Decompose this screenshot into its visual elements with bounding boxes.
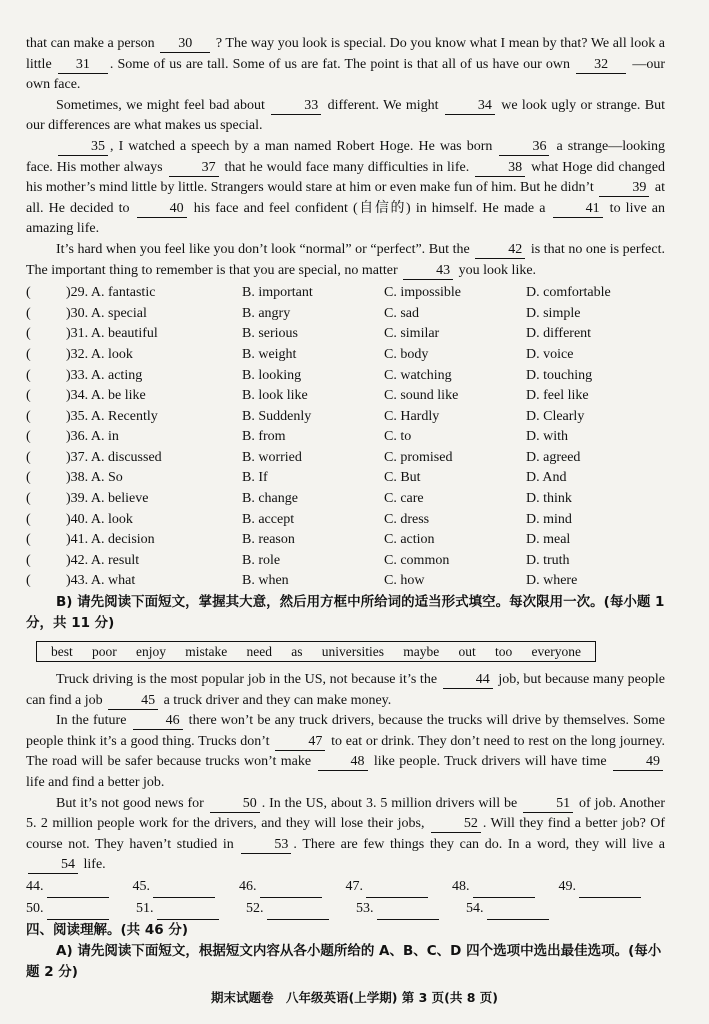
word-bank-item: maybe [403, 644, 440, 660]
option-c[interactable]: C. promised [384, 449, 453, 465]
option-c[interactable]: C. similar [384, 326, 440, 342]
option-c[interactable]: C. impossible [384, 285, 462, 301]
answer-label: 47. [345, 878, 363, 894]
option-a[interactable]: )32. A. look [66, 346, 133, 362]
option-row-37 [26, 448, 665, 469]
passage-a-paragraph-1 [26, 34, 665, 96]
blank-36[interactable]: 36 [499, 139, 549, 156]
option-c[interactable]: C. how [384, 573, 425, 589]
blank-42[interactable]: 42 [475, 242, 525, 259]
text-run: life and find a better job. [26, 775, 165, 790]
passage-a-paragraph-3 [26, 137, 665, 240]
text-run: life. [80, 857, 106, 873]
option-b[interactable]: B. change [242, 491, 298, 507]
text-run: is that no one is perfect. The important thing to remember is that you are special, no matter [26, 241, 665, 278]
option-a[interactable]: )31. A. beautiful [66, 326, 158, 342]
blank-45[interactable]: 45 [108, 693, 158, 710]
option-d[interactable]: D. mind [526, 511, 572, 527]
option-b[interactable]: B. from [242, 429, 286, 445]
text-run: But it’s not good news for [56, 795, 208, 811]
option-d[interactable]: D. simple [526, 305, 581, 321]
option-row-32 [26, 345, 665, 366]
option-row-35 [26, 407, 665, 428]
option-b[interactable]: B. looking [242, 367, 302, 383]
text-run: Truck driving is the most popular job in the US, not because it’s the [56, 672, 441, 688]
option-a[interactable]: )39. A. believe [66, 491, 149, 507]
blank-32[interactable]: 32 [576, 57, 626, 74]
answer-paren[interactable]: ( [26, 511, 31, 527]
text-run: . Will they find a better job? Of course not. They haven’t studied in [26, 816, 666, 852]
answer-lines-row-2 [26, 898, 665, 920]
text-run: a truck driver and they can make money. [160, 692, 392, 708]
option-b[interactable]: B. reason [242, 532, 295, 548]
option-d[interactable]: D. different [526, 326, 592, 342]
passage-a-paragraph-2 [26, 96, 665, 137]
blank-31[interactable]: 31 [58, 57, 108, 74]
option-b[interactable]: B. serious [242, 326, 298, 342]
answer-label: 44. [26, 878, 44, 894]
option-d[interactable]: D. agreed [526, 449, 581, 465]
word-bank-item: universities [321, 644, 384, 660]
section-4a-instruction: A) 请先阅读下面短文，根据短文内容从各小题所给的 A、B、C、D 四个选项中选出最佳选项。(每小题 2 分) [26, 942, 662, 980]
text-run: . Some of us are tall. Some of us are fat. The point is that all of us have our own [109, 56, 575, 72]
answer-line[interactable] [267, 905, 329, 920]
option-c[interactable]: C. watching [384, 367, 452, 383]
answer-slot-47[interactable] [346, 876, 453, 898]
word-bank-item: best [51, 644, 73, 660]
answer-label: 53. [356, 900, 374, 916]
option-a[interactable]: )38. A. So [66, 470, 123, 486]
section-4-heading: 四、阅读理解。(共 46 分) [26, 921, 189, 938]
option-b[interactable]: B. when [242, 573, 289, 589]
passage-a-paragraph-4 [26, 240, 665, 281]
answer-slot-45[interactable] [133, 876, 240, 898]
option-row-42 [26, 551, 665, 572]
answer-line[interactable] [487, 905, 549, 920]
answer-slot-53[interactable] [356, 898, 466, 920]
answer-paren[interactable]: ( [26, 573, 31, 589]
passage-b-paragraph-3 [26, 794, 665, 876]
text-run: to eat or drink. They don’t need to rest on the long journey. The road will be safer because trucks won’t make [26, 733, 665, 770]
option-c[interactable]: C. Hardly [384, 408, 440, 424]
option-row-38 [26, 468, 665, 489]
option-a[interactable]: )41. A. decision [66, 532, 155, 548]
text-run: It’s hard when you feel like you don’t look “normal” or “perfect”. But the [56, 241, 474, 257]
option-d[interactable]: D. touching [526, 367, 593, 383]
answer-line[interactable] [157, 905, 219, 920]
passage-b-paragraph-2 [26, 711, 665, 793]
word-bank-item: everyone [531, 644, 581, 660]
answer-slot-50[interactable] [26, 898, 136, 920]
answer-line[interactable] [579, 883, 641, 898]
text-run: that can make a person [26, 36, 159, 51]
option-b[interactable]: B. worried [242, 449, 302, 465]
options-table [26, 283, 665, 592]
answer-paren[interactable]: ( [26, 408, 31, 424]
text-run: you look like. [455, 262, 537, 278]
word-bank-item: enjoy [136, 644, 166, 660]
option-a[interactable]: )42. A. result [66, 552, 140, 568]
text-run: . There are few things they can do. In a word, they will live a [293, 836, 666, 852]
blank-54[interactable]: 54 [28, 857, 78, 874]
answer-label: 51. [136, 900, 154, 916]
option-c[interactable]: C. care [384, 491, 424, 507]
answer-label: 52. [246, 900, 264, 916]
option-a[interactable]: )30. A. special [66, 305, 147, 321]
word-bank-item: poor [92, 644, 117, 660]
option-a[interactable]: )37. A. discussed [66, 449, 162, 465]
page-footer: 期末试题卷 八年级英语(上学期) 第 3 页(共 8 页) [210, 990, 498, 1005]
option-row-30 [26, 304, 665, 325]
answer-label: 54. [466, 900, 484, 916]
section-b-instruction: B) 请先阅读下面短文，掌握其大意，然后用方框中所给词的适当形式填空。每次限用一次。(每小题 1 分，共 11 分) [26, 594, 665, 632]
option-a[interactable]: )29. A. fantastic [66, 285, 156, 301]
option-c[interactable]: C. sound like [384, 388, 459, 404]
option-d[interactable]: D. meal [526, 532, 571, 548]
option-d[interactable]: D. Clearly [526, 408, 585, 424]
answer-line[interactable] [153, 883, 215, 898]
option-a[interactable]: )40. A. look [66, 511, 133, 527]
answer-paren[interactable]: ( [26, 367, 31, 383]
text-run: there won’t be any truck drivers, because the trucks will drive by themselves. Some people think it’s a good thing. Trucks don’t [26, 713, 665, 749]
answer-slot-49[interactable] [559, 876, 666, 898]
text-run: job, but because many people can find a job [26, 672, 665, 708]
blank-39[interactable]: 39 [599, 180, 649, 197]
text-run: to live an amazing life. [26, 200, 665, 237]
text-run: that he would face many difficulties in life. [220, 159, 474, 175]
blank-53[interactable]: 53 [241, 837, 291, 854]
answer-paren[interactable]: ( [26, 326, 31, 342]
word-bank-box [36, 641, 596, 662]
blank-44[interactable]: 44 [443, 672, 493, 689]
blank-48[interactable]: 48 [318, 754, 368, 771]
answer-label: 48. [452, 878, 470, 894]
word-bank-item: too [495, 644, 513, 660]
word-bank-item: out [458, 644, 476, 660]
option-c[interactable]: C. action [384, 532, 435, 548]
text-run: of job. Another 5. 2 million people work for the drivers, and they will lose their jobs, [26, 795, 665, 832]
option-d[interactable]: D. with [526, 429, 568, 445]
answer-lines-row-1 [26, 876, 665, 898]
blank-30[interactable]: 30 [160, 36, 210, 53]
option-row-40 [26, 510, 665, 531]
answer-line[interactable] [47, 905, 109, 920]
blank-51[interactable]: 51 [523, 796, 573, 813]
option-row-29 [26, 283, 665, 304]
option-d[interactable]: D. And [526, 470, 567, 486]
answer-label: 49. [558, 878, 576, 894]
answer-paren[interactable]: ( [26, 346, 31, 362]
option-d[interactable]: D. comfortable [526, 285, 611, 301]
blank-50[interactable]: 50 [210, 796, 260, 813]
answer-line[interactable] [366, 883, 428, 898]
answer-paren[interactable]: ( [26, 470, 31, 486]
answer-slot-52[interactable] [246, 898, 356, 920]
text-run: a strange—looking face. His mother always [26, 138, 666, 175]
option-row-39 [26, 489, 665, 510]
answer-paren[interactable]: ( [26, 552, 31, 568]
answer-slot-51[interactable] [136, 898, 246, 920]
option-row-33 [26, 366, 665, 387]
option-a[interactable]: )43. A. what [66, 573, 136, 589]
option-d[interactable]: D. voice [526, 346, 574, 362]
answer-label: 50. [26, 900, 44, 916]
blank-41[interactable]: 41 [553, 201, 603, 218]
text-run: what Hoge did changed his mother’s mind little by little. Strangers would stare at him or even make fun of him. But he didn’t [26, 159, 665, 196]
answer-paren[interactable]: ( [26, 532, 31, 548]
option-row-31 [26, 324, 665, 345]
option-c[interactable]: C. to [384, 429, 412, 445]
word-bank-item: as [291, 644, 303, 660]
answer-paren[interactable]: ( [26, 429, 31, 445]
answer-paren[interactable]: ( [26, 388, 31, 404]
answer-slot-54[interactable] [466, 898, 576, 920]
option-d[interactable]: D. where [526, 573, 578, 589]
option-a[interactable]: )35. A. Recently [66, 408, 158, 424]
option-c[interactable]: C. body [384, 346, 429, 362]
option-d[interactable]: D. feel like [526, 388, 589, 404]
option-row-41 [26, 530, 665, 551]
answer-line[interactable] [47, 883, 109, 898]
blank-46[interactable]: 46 [133, 713, 183, 730]
blank-52[interactable]: 52 [431, 816, 481, 833]
text-run: at all. He decided to [26, 180, 666, 216]
option-c[interactable]: C. common [384, 552, 450, 568]
blank-34[interactable]: 34 [445, 98, 495, 115]
passage-b-paragraph-1 [26, 670, 665, 711]
text-run: different. We might [323, 97, 443, 113]
text-run: we look ugly or strange. But our differences are what makes us special. [26, 97, 666, 134]
option-d[interactable]: D. truth [526, 552, 570, 568]
answer-paren[interactable]: ( [26, 305, 31, 321]
text-run: . In the US, about 3. 5 million drivers will be [261, 795, 522, 811]
answer-slot-44[interactable] [26, 876, 133, 898]
option-b[interactable]: B. angry [242, 305, 291, 321]
option-c[interactable]: C. sad [384, 305, 419, 321]
option-row-34 [26, 386, 665, 407]
option-a[interactable]: )34. A. be like [66, 388, 146, 404]
text-run: Sometimes, we might feel bad about [56, 97, 270, 113]
blank-35[interactable]: 35 [58, 139, 108, 156]
blank-40[interactable]: 40 [137, 201, 187, 218]
option-a[interactable]: )36. A. in [66, 429, 119, 445]
answer-paren[interactable]: ( [26, 449, 31, 465]
blank-43[interactable]: 43 [403, 263, 453, 280]
blank-33[interactable]: 33 [271, 98, 321, 115]
answer-line[interactable] [260, 883, 322, 898]
blank-47[interactable]: 47 [275, 734, 325, 751]
text-run: like people. Truck drivers will have time [369, 754, 611, 770]
word-bank-item: mistake [185, 644, 228, 660]
option-b[interactable]: B. look like [242, 388, 308, 404]
answer-label: 45. [132, 878, 150, 894]
option-c[interactable]: C. But [384, 470, 421, 486]
text-run: his face and feel confident (自信的) in himself. He made a [188, 200, 551, 216]
text-run: , I watched a speech by a man named Robert Hoge. He was born [110, 138, 498, 154]
answer-paren[interactable]: ( [26, 285, 31, 301]
option-row-36 [26, 427, 665, 448]
option-row-43 [26, 571, 665, 592]
option-b[interactable]: B. important [242, 285, 313, 301]
answer-paren[interactable]: ( [26, 491, 31, 507]
text-run: —our own face. [26, 56, 665, 93]
word-bank-item: need [246, 644, 272, 660]
option-b[interactable]: B. Suddenly [242, 408, 312, 424]
answer-label: 46. [239, 878, 257, 894]
option-b[interactable]: B. role [242, 552, 281, 568]
option-b[interactable]: B. If [242, 470, 268, 486]
answer-line[interactable] [377, 905, 439, 920]
blank-49[interactable]: 49 [613, 754, 663, 771]
option-c[interactable]: C. dress [384, 511, 430, 527]
option-b[interactable]: B. accept [242, 511, 295, 527]
text-run: In the future [56, 713, 131, 729]
option-d[interactable]: D. think [526, 491, 572, 507]
answer-slot-46[interactable] [239, 876, 346, 898]
option-b[interactable]: B. weight [242, 346, 297, 362]
blank-37[interactable]: 37 [169, 160, 219, 177]
blank-38[interactable]: 38 [475, 160, 525, 177]
text-run: ? The way you look is special. Do you know what I mean by that? We all look a little [26, 36, 666, 72]
answer-line[interactable] [473, 883, 535, 898]
answer-slot-48[interactable] [452, 876, 559, 898]
option-a[interactable]: )33. A. acting [66, 367, 143, 383]
